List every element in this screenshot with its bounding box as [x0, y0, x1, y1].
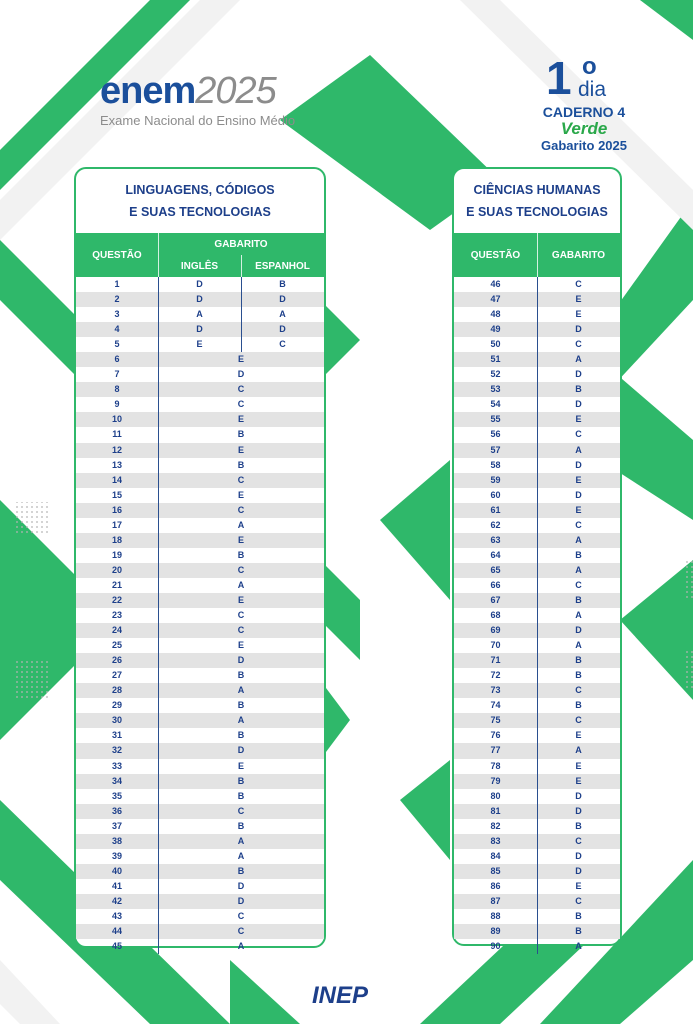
question-number: 73	[490, 685, 501, 696]
question-number: 14	[111, 474, 122, 485]
question-number: 57	[490, 444, 501, 455]
answer: E	[237, 444, 244, 455]
answer: A	[575, 564, 582, 575]
answer: C	[575, 279, 582, 289]
answer: B	[575, 384, 582, 395]
table-row	[76, 924, 324, 939]
question-number: 83	[490, 835, 501, 846]
answer: D	[237, 895, 245, 906]
question-number: 90	[490, 941, 501, 952]
table-row	[76, 623, 324, 638]
question-number: 61	[490, 504, 501, 515]
question-number: 86	[490, 880, 501, 891]
question-number: 12	[111, 444, 122, 455]
answer: B	[575, 594, 582, 605]
answer: C	[575, 715, 582, 726]
answer: C	[237, 910, 245, 921]
table-row	[76, 337, 324, 352]
panel-linguagens-rows	[76, 277, 324, 954]
table-row	[76, 533, 324, 548]
answer: B	[237, 670, 245, 681]
question-number: 21	[111, 579, 122, 590]
answer: D	[575, 489, 582, 500]
question-number: 27	[111, 670, 122, 681]
inep-logo: INEP	[312, 982, 369, 1009]
question-number: 53	[490, 384, 501, 395]
answer: B	[575, 926, 582, 937]
table-row	[76, 789, 324, 804]
caderno-label: CADERNO 4	[542, 104, 626, 120]
answer: B	[575, 549, 582, 560]
answer: C	[237, 610, 245, 621]
question-number: 45	[111, 941, 122, 952]
question-number: 3	[114, 309, 120, 320]
table-row	[76, 427, 324, 442]
answer-espanhol: A	[279, 309, 286, 320]
answer: C	[237, 564, 245, 575]
question-number: 31	[111, 730, 122, 741]
header-divider	[158, 233, 159, 277]
logo-enem-text: enem	[100, 70, 196, 112]
col-gabarito: GABARITO	[551, 249, 606, 261]
question-number: 64	[490, 549, 501, 560]
answer: A	[575, 941, 582, 952]
answer: E	[575, 880, 582, 891]
question-number: 10	[111, 414, 122, 425]
question-number: 2	[114, 294, 120, 305]
question-number: 42	[111, 895, 122, 906]
question-number: 41	[111, 880, 122, 891]
question-number: 17	[111, 519, 122, 530]
question-number: 69	[490, 625, 501, 636]
answer: B	[575, 820, 582, 831]
question-number: 39	[111, 850, 122, 861]
question-number: 74	[490, 700, 501, 711]
panel-linguagens-title-line2: E SUAS TECNOLOGIAS	[129, 205, 271, 219]
panel-humanas-rows	[454, 277, 620, 954]
answer: D	[575, 399, 582, 410]
table-row	[76, 698, 324, 713]
answer-espanhol: D	[279, 294, 286, 305]
question-number: 38	[111, 835, 122, 846]
table-row	[76, 322, 324, 337]
answer: A	[237, 715, 245, 726]
answer: D	[237, 655, 245, 666]
question-number: 66	[490, 579, 501, 590]
table-row	[76, 804, 324, 819]
answer: C	[575, 339, 582, 350]
question-number: 54	[490, 399, 501, 410]
panel-humanas-title-line2: E SUAS TECNOLOGIAS	[466, 205, 608, 219]
question-number: 80	[490, 790, 501, 801]
table-row	[76, 352, 324, 367]
day-word: dia	[578, 78, 607, 101]
question-number: 63	[490, 534, 501, 545]
answer: E	[575, 730, 582, 741]
answer: B	[237, 865, 245, 876]
answer: D	[237, 369, 245, 380]
question-number: 46	[490, 279, 501, 289]
question-number: 11	[112, 429, 122, 440]
answer: D	[237, 745, 245, 756]
question-number: 34	[111, 775, 122, 786]
day-ordinal: o	[582, 53, 597, 80]
question-number: 52	[490, 369, 501, 380]
answer: A	[237, 850, 245, 861]
question-number: 58	[490, 459, 501, 470]
panel-humanas-title-line1: CIÊNCIAS HUMANAS	[473, 183, 601, 197]
question-number: 67	[490, 594, 501, 605]
rows-divider	[537, 277, 538, 954]
answer: C	[237, 474, 245, 485]
table-row	[76, 608, 324, 623]
panel-linguagens-title-line1: LINGUAGENS, CÓDIGOS	[125, 183, 275, 197]
answer: C	[237, 399, 245, 410]
answer: D	[237, 880, 245, 891]
header-subdivider	[241, 255, 242, 277]
table-row	[76, 713, 324, 728]
question-number: 8	[114, 384, 120, 395]
question-number: 22	[111, 594, 122, 605]
caderno-color: Verde	[560, 119, 608, 138]
question-number: 72	[490, 670, 501, 681]
question-number: 48	[490, 309, 501, 320]
table-row	[76, 503, 324, 518]
answer: D	[575, 865, 582, 876]
question-number: 1	[114, 279, 120, 289]
answer: D	[575, 625, 582, 636]
table-row	[76, 759, 324, 774]
answer: A	[237, 835, 245, 846]
table-row	[76, 488, 324, 503]
answer: E	[575, 309, 582, 320]
answer: B	[237, 790, 245, 801]
table-row	[76, 518, 324, 533]
question-number: 77	[490, 745, 501, 756]
answer: A	[575, 354, 582, 365]
answer: B	[237, 549, 245, 560]
table-row	[76, 412, 324, 427]
question-number: 18	[111, 534, 122, 545]
question-number: 43	[111, 910, 122, 921]
answer: E	[237, 489, 244, 500]
question-number: 49	[490, 324, 501, 335]
table-row	[76, 864, 324, 879]
answer: D	[575, 850, 582, 861]
question-number: 28	[111, 685, 122, 696]
question-number: 87	[490, 895, 501, 906]
table-row	[76, 849, 324, 864]
table-row	[76, 879, 324, 894]
answer: E	[575, 760, 582, 771]
answer: E	[575, 474, 582, 485]
table-row	[76, 382, 324, 397]
answer-ingles: D	[196, 294, 203, 305]
question-number: 82	[490, 820, 501, 831]
col-questao: QUESTÃO	[92, 249, 142, 261]
table-row	[76, 728, 324, 743]
answer: C	[575, 895, 582, 906]
answer-espanhol: B	[279, 279, 286, 289]
answer: A	[575, 640, 582, 651]
question-number: 85	[490, 865, 501, 876]
answer: C	[237, 926, 245, 937]
question-number: 25	[111, 640, 122, 651]
question-number: 84	[490, 850, 501, 861]
answer: B	[237, 429, 245, 440]
table-row	[76, 653, 324, 668]
answer: E	[575, 775, 582, 786]
question-number: 55	[490, 414, 501, 425]
question-number: 20	[111, 564, 122, 575]
question-number: 23	[111, 610, 122, 621]
question-number: 19	[111, 549, 122, 560]
answer: D	[575, 805, 582, 816]
question-number: 26	[111, 655, 122, 666]
answer: C	[575, 579, 582, 590]
question-number: 29	[111, 700, 122, 711]
enem-logo	[100, 72, 295, 128]
question-number: 60	[490, 489, 501, 500]
answer: B	[237, 730, 245, 741]
answer: D	[575, 324, 582, 335]
table-row	[76, 593, 324, 608]
table-row	[76, 292, 324, 307]
panel-humanas	[452, 167, 622, 952]
table-row	[76, 458, 324, 473]
answer: A	[237, 685, 245, 696]
table-row	[76, 819, 324, 834]
panel-linguagens-title	[76, 169, 324, 233]
answer: D	[575, 369, 582, 380]
question-number: 70	[490, 640, 501, 651]
table-row	[76, 834, 324, 849]
rows-lang-divider	[241, 277, 242, 352]
question-number: 59	[490, 474, 501, 485]
question-number: 56	[490, 429, 501, 440]
question-number: 32	[111, 745, 122, 756]
panel-linguagens-header	[76, 233, 324, 277]
answer: B	[237, 459, 245, 470]
header-divider	[537, 233, 538, 277]
table-row	[76, 683, 324, 698]
logo-subtitle: Exame Nacional do Ensino Médio	[100, 113, 296, 128]
question-number: 89	[490, 926, 501, 937]
answer: C	[237, 625, 245, 636]
answer-ingles: D	[196, 279, 203, 289]
table-row	[76, 277, 324, 292]
answer: A	[237, 519, 245, 530]
question-number: 88	[490, 910, 501, 921]
answer: C	[575, 429, 582, 440]
table-row	[76, 578, 324, 593]
answer: C	[575, 519, 582, 530]
answer: E	[575, 504, 582, 515]
answer: E	[575, 294, 582, 305]
answer: E	[575, 414, 582, 425]
table-row	[76, 307, 324, 322]
answer: E	[237, 354, 244, 365]
answer: E	[237, 594, 244, 605]
question-number: 47	[490, 294, 501, 305]
question-number: 50	[490, 339, 501, 350]
answer: C	[237, 805, 245, 816]
table-row	[76, 909, 324, 924]
answer: A	[575, 610, 582, 621]
question-number: 75	[490, 715, 501, 726]
question-number: 71	[490, 655, 501, 666]
question-number: 62	[490, 519, 501, 530]
answer: B	[575, 700, 582, 711]
question-number: 5	[114, 339, 120, 350]
question-number: 78	[490, 760, 501, 771]
answer-ingles: A	[196, 309, 203, 320]
answer: E	[237, 534, 244, 545]
answer: D	[575, 459, 582, 470]
col-espanhol: ESPANHOL	[255, 260, 310, 272]
answer-ingles: E	[196, 339, 203, 350]
panel-linguagens	[74, 167, 326, 952]
day-number: 1	[546, 52, 572, 104]
answer: C	[237, 504, 245, 515]
answer: C	[237, 384, 245, 395]
question-number: 13	[111, 459, 122, 470]
answer: D	[575, 790, 582, 801]
answer-ingles: D	[196, 324, 203, 335]
answer: A	[237, 941, 245, 952]
question-number: 81	[490, 805, 501, 816]
table-row	[76, 668, 324, 683]
answer-espanhol: D	[279, 324, 286, 335]
question-number: 36	[111, 805, 122, 816]
col-ingles: INGLÊS	[180, 260, 219, 272]
table-row	[76, 939, 324, 954]
gabarito-year: Gabarito 2025	[541, 138, 627, 153]
question-number: 9	[114, 399, 120, 410]
question-number: 24	[111, 625, 122, 636]
col-gabarito: GABARITO	[214, 238, 268, 250]
answer-espanhol: C	[279, 339, 286, 350]
day-info	[520, 52, 648, 153]
question-number: 16	[111, 504, 122, 515]
question-number: 65	[490, 564, 501, 575]
answer: E	[237, 760, 244, 771]
table-row	[76, 638, 324, 653]
question-number: 4	[114, 324, 120, 335]
panel-humanas-title	[454, 169, 620, 233]
answer: B	[575, 655, 582, 666]
answer: B	[575, 910, 582, 921]
answer: B	[575, 670, 582, 681]
answer: C	[575, 685, 582, 696]
question-number: 33	[111, 760, 122, 771]
question-number: 44	[111, 926, 122, 937]
answer: B	[237, 820, 245, 831]
rows-divider	[158, 277, 159, 954]
answer: C	[575, 835, 582, 846]
table-row	[76, 367, 324, 382]
table-row	[76, 774, 324, 789]
table-row	[76, 894, 324, 909]
question-number: 15	[111, 489, 122, 500]
logo-year-text: 2025	[195, 70, 276, 112]
question-number: 68	[490, 610, 501, 621]
answer: B	[237, 700, 245, 711]
question-number: 35	[111, 790, 122, 801]
answer: E	[237, 640, 244, 651]
question-number: 79	[490, 775, 501, 786]
table-row	[76, 743, 324, 758]
answer: A	[575, 745, 582, 756]
answer: A	[237, 579, 245, 590]
table-row	[76, 473, 324, 488]
table-row	[76, 397, 324, 412]
question-number: 37	[111, 820, 122, 831]
table-row	[76, 563, 324, 578]
question-number: 6	[114, 354, 120, 365]
answer: B	[237, 775, 245, 786]
answer: A	[575, 534, 582, 545]
answer: E	[237, 414, 244, 425]
col-questao: QUESTÃO	[470, 249, 521, 261]
question-number: 51	[490, 354, 501, 365]
table-row	[76, 548, 324, 563]
question-number: 40	[111, 865, 122, 876]
table-row	[76, 443, 324, 458]
question-number: 30	[111, 715, 122, 726]
answer: A	[575, 444, 582, 455]
question-number: 76	[490, 730, 501, 741]
panel-humanas-header	[454, 233, 620, 277]
question-number: 7	[114, 369, 120, 380]
